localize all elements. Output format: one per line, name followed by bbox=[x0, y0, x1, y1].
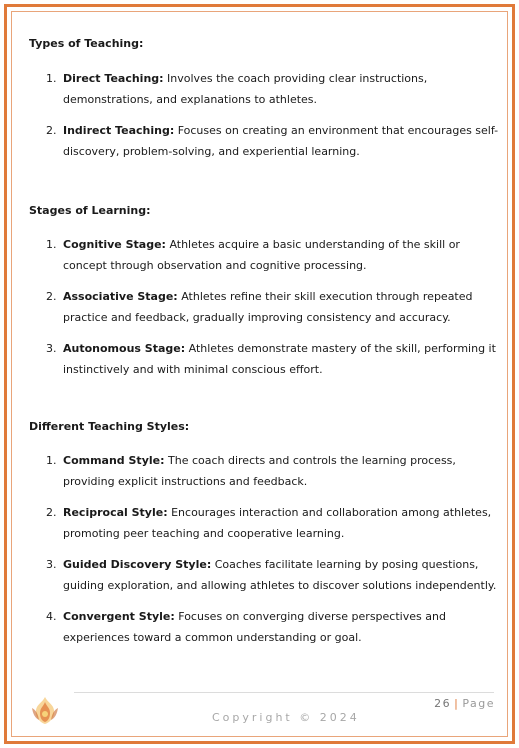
section-stages-of-learning bbox=[29, 204, 499, 380]
item-text: Coaches facilitate learning by posing questions, guiding exploration, and allowing athletes to discover solutions independently. bbox=[63, 558, 497, 592]
item-text: Focuses on creating an environment that encourages self-discovery, problem-solving, and experiential learning. bbox=[63, 124, 499, 158]
list-item bbox=[29, 286, 499, 328]
numbered-list bbox=[29, 234, 499, 380]
list-item bbox=[29, 450, 499, 492]
item-term: Direct Teaching: bbox=[63, 72, 164, 85]
item-text: Athletes refine their skill execution through repeated practice and feedback, gradually improving consistency and accuracy. bbox=[63, 290, 473, 324]
item-number: 3. bbox=[46, 558, 57, 571]
copyright-text: Copyright © 2024 bbox=[212, 711, 360, 724]
item-number: 2. bbox=[46, 124, 57, 137]
item-number: 1. bbox=[46, 72, 57, 85]
item-number: 2. bbox=[46, 506, 57, 519]
item-number: 1. bbox=[46, 238, 57, 251]
item-number: 4. bbox=[46, 610, 57, 623]
flame-phoenix-logo-icon bbox=[28, 694, 62, 728]
page-number-value: 26 bbox=[434, 697, 452, 710]
section-heading: Types of Teaching: bbox=[29, 37, 144, 50]
item-number: 1. bbox=[46, 454, 57, 467]
numbered-list bbox=[29, 68, 499, 162]
section-types-of-teaching bbox=[29, 37, 499, 162]
item-text: Focuses on converging diverse perspectives and experiences toward a common understanding or goal. bbox=[63, 610, 446, 644]
item-text: The coach directs and controls the learning process, providing explicit instructions and feedback. bbox=[63, 454, 456, 488]
item-term: Cognitive Stage: bbox=[63, 238, 166, 251]
list-item bbox=[29, 502, 499, 544]
item-text: Athletes acquire a basic understanding of the skill or concept through observation and cognitive processing. bbox=[63, 238, 460, 272]
list-item bbox=[29, 68, 499, 110]
item-text: Involves the coach providing clear instructions, demonstrations, and explanations to athletes. bbox=[63, 72, 428, 106]
list-item bbox=[29, 554, 499, 596]
item-text: Encourages interaction and collaboration among athletes, promoting peer teaching and cooperative learning. bbox=[63, 506, 492, 540]
item-term: Guided Discovery Style: bbox=[63, 558, 212, 571]
item-term: Reciprocal Style: bbox=[63, 506, 168, 519]
page-separator: | bbox=[454, 697, 460, 710]
section-different-teaching-styles bbox=[29, 420, 499, 648]
numbered-list bbox=[29, 450, 499, 648]
item-number: 2. bbox=[46, 290, 57, 303]
list-item bbox=[29, 338, 499, 380]
list-item bbox=[29, 120, 499, 162]
item-text: Athletes demonstrate mastery of the skill, performing it instinctively and with minimal conscious effort. bbox=[63, 342, 496, 376]
footer-divider bbox=[74, 692, 494, 693]
list-item bbox=[29, 606, 499, 648]
item-term: Indirect Teaching: bbox=[63, 124, 175, 137]
item-term: Associative Stage: bbox=[63, 290, 178, 303]
page-word: Page bbox=[462, 697, 495, 710]
section-heading: Stages of Learning: bbox=[29, 204, 151, 217]
page-number bbox=[434, 697, 495, 710]
item-number: 3. bbox=[46, 342, 57, 355]
item-term: Autonomous Stage: bbox=[63, 342, 186, 355]
item-term: Convergent Style: bbox=[63, 610, 175, 623]
item-term: Command Style: bbox=[63, 454, 165, 467]
section-heading: Different Teaching Styles: bbox=[29, 420, 190, 433]
list-item bbox=[29, 234, 499, 276]
